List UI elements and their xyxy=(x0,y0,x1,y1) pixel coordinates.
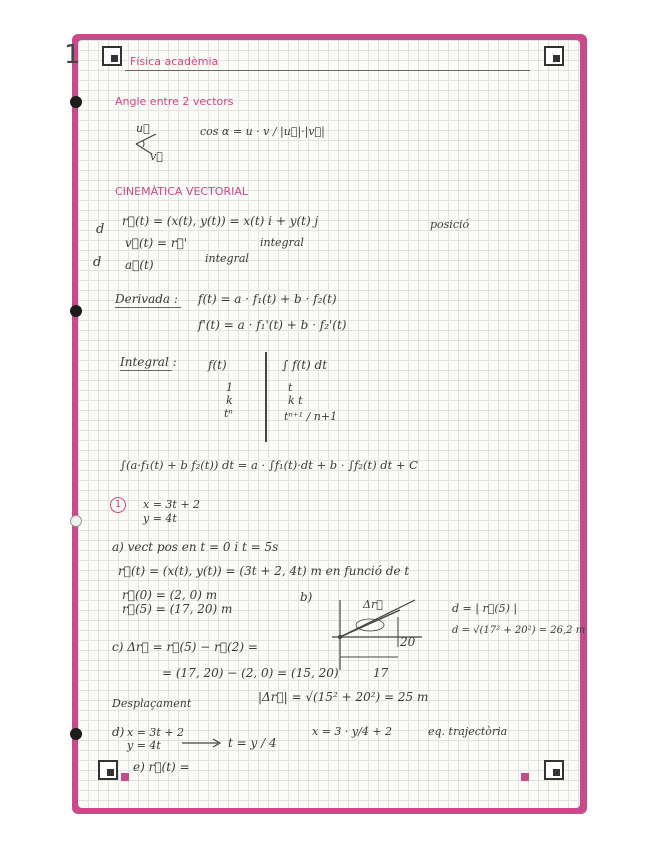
derivada-label: Derivada : xyxy=(115,292,178,306)
binder-hole xyxy=(70,305,82,317)
binder-hole xyxy=(70,515,82,527)
page-corner-marker-bottom-right xyxy=(544,760,564,780)
page-title: Física acadèmia xyxy=(130,55,219,68)
binder-hole xyxy=(70,728,82,740)
part-a-statement: a) vect pos en t = 0 i t = 5s xyxy=(112,540,279,554)
binder-hole xyxy=(70,96,82,108)
integral-note-1: integral xyxy=(260,236,304,249)
position-at-5: r⃗(5) = (17, 20) m xyxy=(122,602,233,616)
t-substitution: t = y / 4 xyxy=(228,736,277,750)
integral-note-2: integral xyxy=(205,252,249,265)
angle-vectors-sketch xyxy=(130,130,160,160)
part-d-eq-y: y = 4t xyxy=(127,739,161,752)
dimension-17: 17 xyxy=(373,666,389,680)
pink-square-marker xyxy=(121,773,129,781)
derivative-d-label: d xyxy=(96,222,105,237)
title-underline xyxy=(125,70,530,71)
distance-line-1: d = | r⃗(5) | xyxy=(452,602,518,615)
position-note: posició xyxy=(430,218,470,231)
derivada-line-1: f(t) = a · f₁(t) + b · f₂(t) xyxy=(198,292,337,306)
integral-linearity: ∫(a·f₁(t) + b f₂(t)) dt = a · ∫f₁(t)·dt + b · ∫f₂(t) dt + C xyxy=(120,458,418,472)
exercise-eq-y: y = 4t xyxy=(143,512,177,525)
derivative-d-label-2: d xyxy=(93,255,102,270)
position-function: r⃗(t) = (x(t), y(t)) = (3t + 2, 4t) m en funció de t xyxy=(118,564,410,578)
trajectory-equation-label: eq. trajectòria xyxy=(428,725,508,738)
position-vector-line: r⃗(t) = (x(t), y(t)) = x(t) i + y(t) j xyxy=(122,214,319,228)
integral-col1-row2: k xyxy=(226,394,233,407)
vector-u-label: u⃗ xyxy=(136,122,150,135)
section-title-angle: Angle entre 2 vectors xyxy=(115,95,234,108)
part-d-label: d) xyxy=(112,725,125,739)
cos-angle-formula: cos α = u · v / |u⃗|·|v⃗| xyxy=(200,125,325,138)
desplacament-label: Desplaçament xyxy=(112,697,192,710)
integral-col2-row2: k t xyxy=(288,394,303,407)
velocity-vector-line: v⃗(t) = r⃗' xyxy=(125,236,188,250)
part-c-statement: c) Δr⃗ = r⃗(5) − r⃗(2) = xyxy=(112,640,258,654)
exercise-eq-x: x = 3t + 2 xyxy=(143,498,201,511)
integral-col2-header: ∫ f(t) dt xyxy=(282,358,328,372)
exercise-number-badge: 1 xyxy=(110,497,126,513)
section-title-cinematica: CINEMÀTICA VECTORIAL xyxy=(115,185,249,198)
integral-table-divider xyxy=(265,352,267,442)
derivada-underline xyxy=(115,307,181,308)
position-at-0: r⃗(0) = (2, 0) m xyxy=(122,588,218,602)
part-d-eq-x: x = 3t + 2 xyxy=(127,726,185,739)
page-corner-marker-top-left xyxy=(102,46,122,66)
integral-col1-row1: 1 xyxy=(226,381,233,394)
distance-line-2: d = √(17² + 20²) = 26,2 m xyxy=(452,625,586,636)
integral-col1-row3: tⁿ xyxy=(224,407,233,420)
page-corner-marker-bottom-left xyxy=(98,760,118,780)
page-corner-marker-top-right xyxy=(544,46,564,66)
displacement-modulus: |Δr⃗| = √(15² + 20²) = 25 m xyxy=(258,690,429,704)
page-number: 1 xyxy=(64,40,81,70)
part-b-label: b) xyxy=(300,590,313,604)
part-c-computation: = (17, 20) − (2, 0) = (15, 20) xyxy=(162,666,339,680)
integral-col2-row1: t xyxy=(288,381,293,394)
integral-col1-header: f(t) xyxy=(208,358,227,372)
derivada-line-2: f'(t) = a · f₁'(t) + b · f₂'(t) xyxy=(198,318,347,332)
x-substitution: x = 3 · y/4 + 2 xyxy=(312,725,393,738)
integral-label: Integral : xyxy=(120,355,177,369)
integral-underline xyxy=(120,370,172,371)
integral-col2-row3: tⁿ⁺¹ / n+1 xyxy=(284,410,338,423)
delta-r-label: Δr⃗ xyxy=(363,598,383,611)
part-e-statement: e) r⃗(t) = xyxy=(133,760,190,774)
acceleration-vector-line: a⃗(t) xyxy=(125,258,154,272)
arrow-icon xyxy=(182,738,224,748)
vector-v-label: v⃗ xyxy=(150,150,163,163)
dimension-20: 20 xyxy=(400,635,416,649)
pink-square-marker xyxy=(521,773,529,781)
